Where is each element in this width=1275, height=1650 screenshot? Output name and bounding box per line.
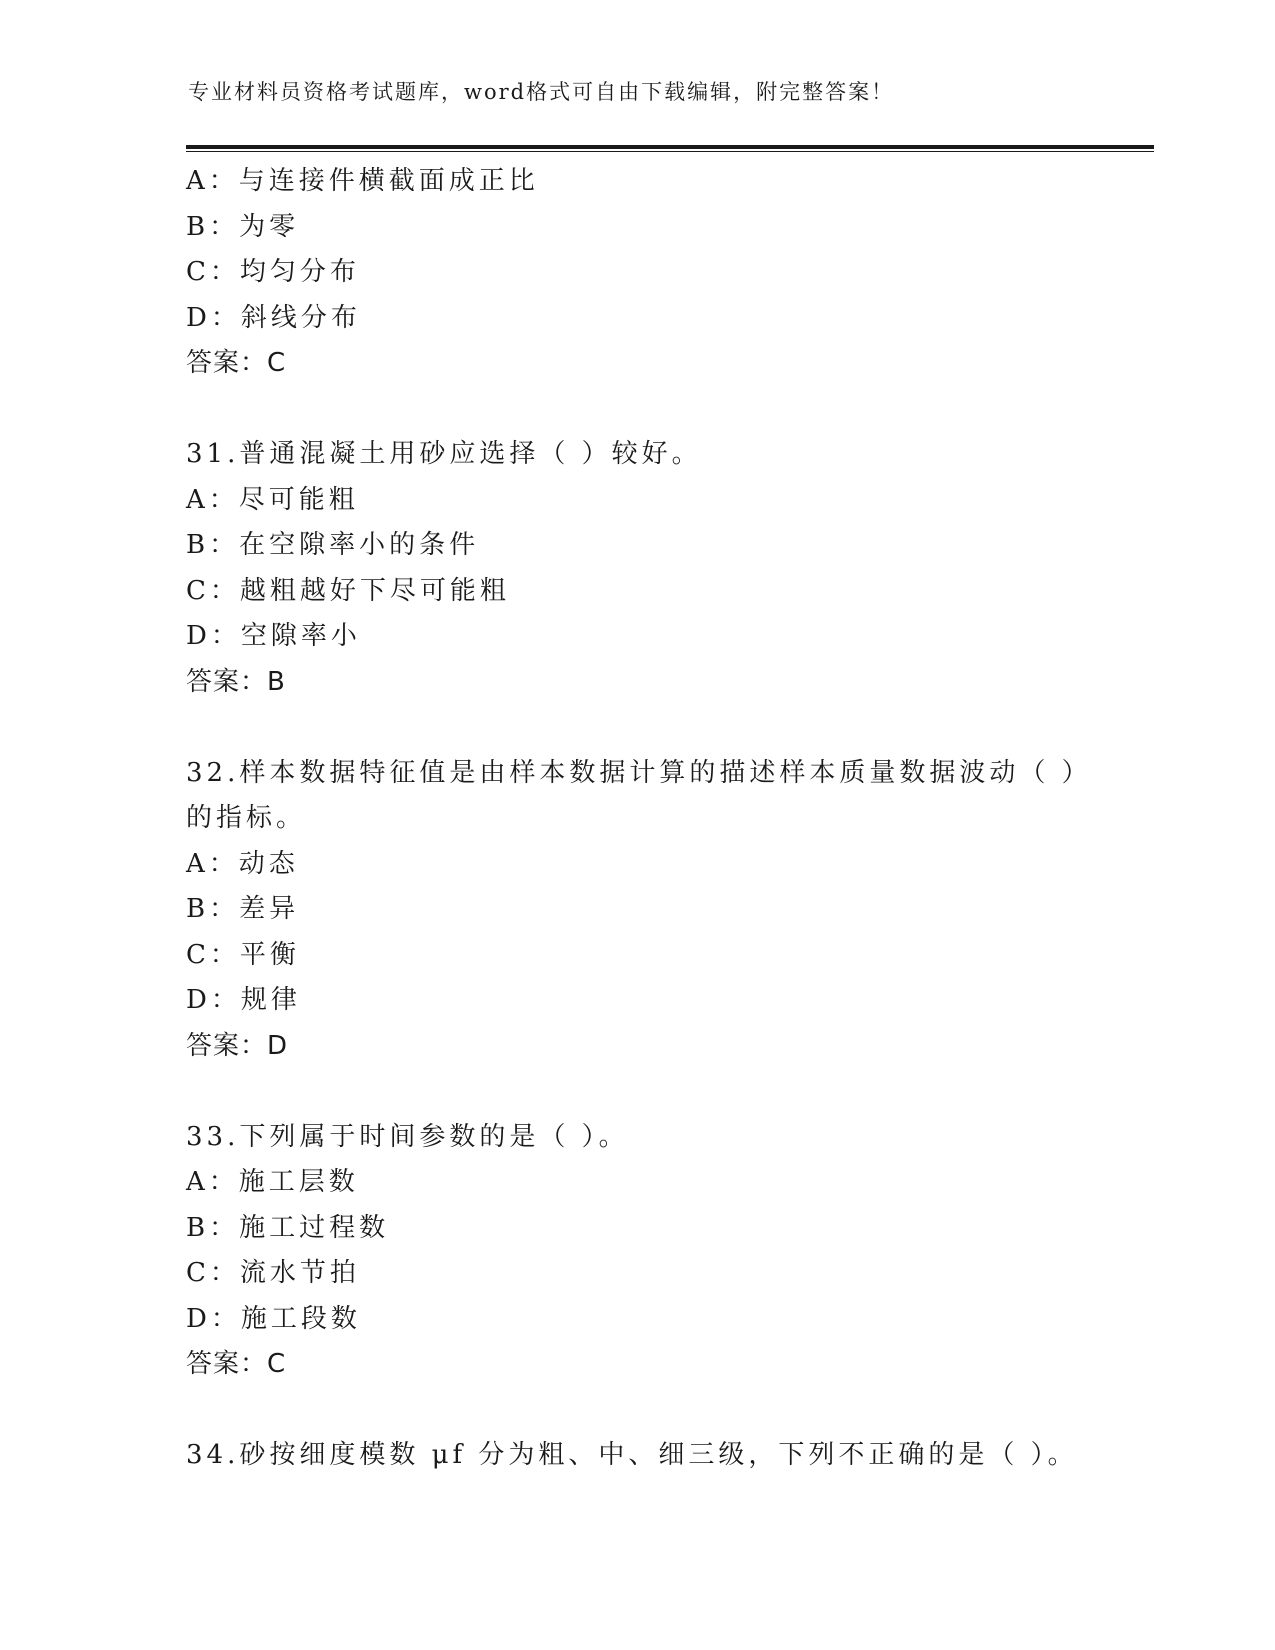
question-text-continued: 的指标。 xyxy=(186,803,307,833)
question-block-30 xyxy=(186,158,1146,386)
question-block-31 xyxy=(186,431,1146,704)
question-text: 31.普通混凝土用砂应选择（ ）较好。 xyxy=(186,439,702,469)
answer-line: 答案：C xyxy=(186,348,287,378)
header-rule-thick xyxy=(186,145,1154,149)
option-b: B：差异 xyxy=(186,894,300,924)
option-a: A：与连接件横截面成正比 xyxy=(186,166,539,196)
option-a: A：尽可能粗 xyxy=(186,484,359,515)
question-text: 34.砂按细度模数 μf 分为粗、中、细三级，下列不正确的是（ ）。 xyxy=(186,1440,1078,1470)
spacer xyxy=(186,704,1146,750)
option-a: A：动态 xyxy=(186,848,299,879)
answer-line: 答案：B xyxy=(186,666,286,697)
option-a: A：施工层数 xyxy=(186,1167,359,1197)
option-d: D：施工段数 xyxy=(186,1303,361,1334)
option-b: B：在空隙率小的条件 xyxy=(186,530,480,560)
header-rule-thin xyxy=(186,151,1154,152)
spacer xyxy=(186,1068,1146,1114)
option-d: D：空隙率小 xyxy=(186,621,361,651)
option-c: C：均匀分布 xyxy=(186,257,360,287)
question-block-32 xyxy=(186,750,1146,1069)
option-c: C：平衡 xyxy=(186,939,300,970)
question-text: 32.样本数据特征值是由样本数据计算的描述样本质量数据波动（ ） xyxy=(186,757,1092,788)
option-b: B：施工过程数 xyxy=(186,1212,390,1243)
option-c: C：越粗越好下尽可能粗 xyxy=(186,575,510,606)
spacer xyxy=(186,1387,1146,1433)
answer-line: 答案：C xyxy=(186,1349,287,1379)
option-d: D：规律 xyxy=(186,985,301,1015)
question-block-34 xyxy=(186,1432,1146,1478)
option-c: C：流水节拍 xyxy=(186,1258,360,1288)
option-d: D：斜线分布 xyxy=(186,302,361,333)
option-b: B：为零 xyxy=(186,211,300,242)
page-header: 专业材料员资格考试题库，word格式可自由下载编辑，附完整答案！ xyxy=(188,80,895,104)
answer-line: 答案：D xyxy=(186,1030,289,1061)
question-text: 33.下列属于时间参数的是（ ）。 xyxy=(186,1121,629,1152)
question-list xyxy=(186,158,1146,1478)
question-block-33 xyxy=(186,1114,1146,1387)
spacer xyxy=(186,386,1146,432)
